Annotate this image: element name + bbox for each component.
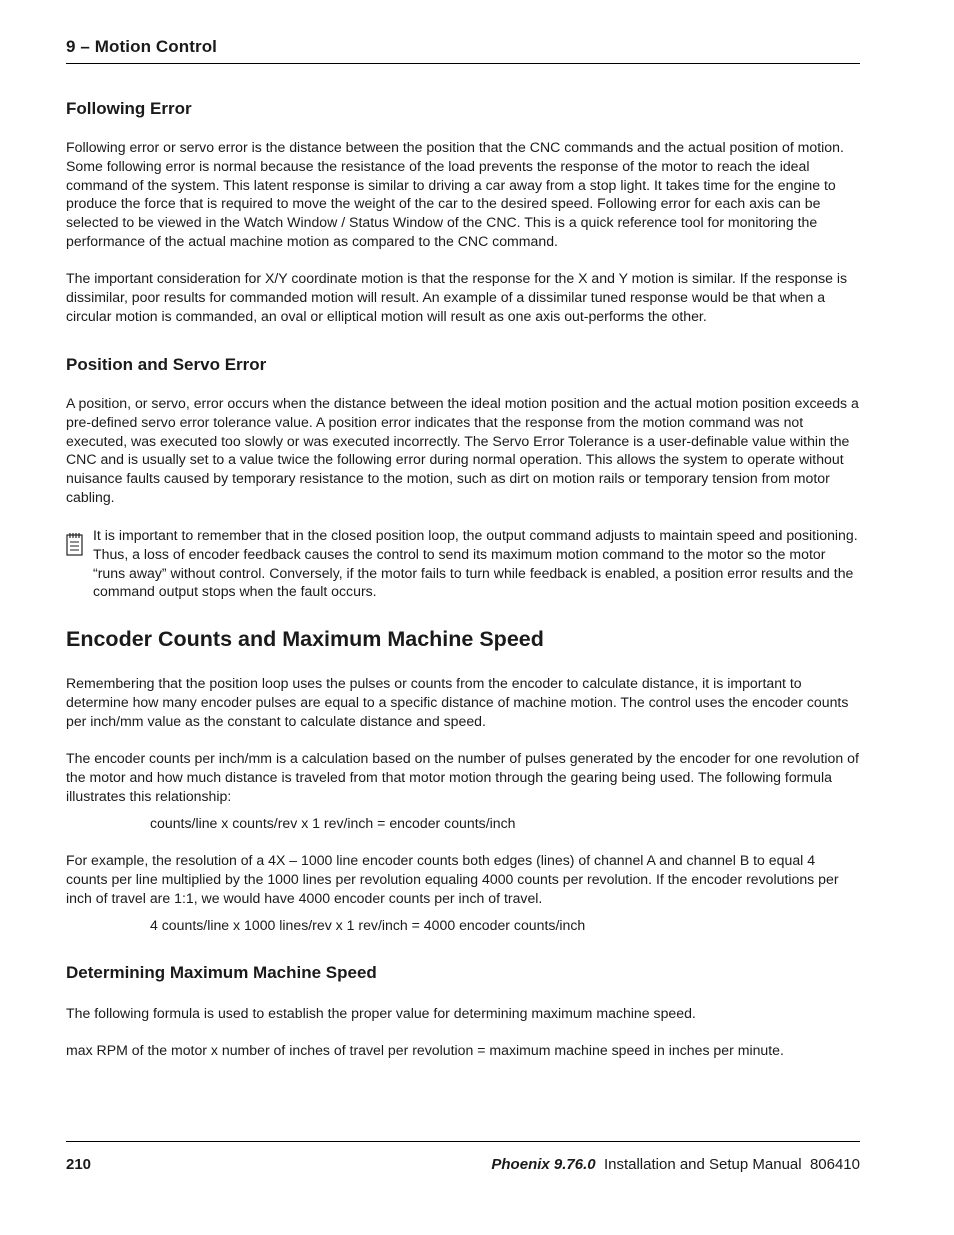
heading-encoder-counts: Encoder Counts and Maximum Machine Speed bbox=[66, 627, 544, 651]
formula-encoder-counts: counts/line x counts/rev x 1 rev/inch = encoder counts/inch bbox=[150, 815, 516, 831]
footer-product: Phoenix 9.76.0 bbox=[491, 1156, 596, 1173]
max-speed-paragraph-1: The following formula is used to establish the proper value for determining maximum machine speed. bbox=[66, 1005, 696, 1021]
position-servo-paragraph: A position, or servo, error occurs when the distance between the ideal motion position and the actual motion position exceeds a pre-defined servo error tolerance value. A position error indicates that the response from the motion command was not executed, was executed too slowly or was executed incorrectly. The Servo Error Tolerance is a user-definable value within the CNC and is usually set to a value twice the following error during normal operation. This allows the system to operate without nuisance faults caused by temporary resistance to the motion, such as dirt on motion rails or temporary tension from motor cabling. bbox=[66, 395, 859, 505]
heading-position-servo-error: Position and Servo Error bbox=[66, 355, 267, 374]
following-error-paragraph-1: Following error or servo error is the distance between the position that the CNC commands and the actual position of motion. Some following error is normal because the resistance of the load prevents the response of the motor to reach the ideal command of the system. This latent response is similar to driving a car away from a stop light. It takes time for the engine to produce the force that is required to move the weight of the car to the desired speed. Following error for each axis can be selected to be viewed in the Watch Window / Status Window of the CNC. This is a quick reference tool for monitoring the performance of the actual machine motion as compared to the CNC command. bbox=[66, 139, 844, 249]
encoder-counts-paragraph-1: Remembering that the position loop uses the pulses or counts from the encoder to calculate distance, it is important to determine how many encoder pulses are equal to a specific distance of machine motion. The control uses the encoder counts per inch/mm value as the constant to calculate distance and speed. bbox=[66, 675, 849, 729]
max-speed-paragraph-2: max RPM of the motor x number of inches of travel per revolution = maximum machine speed in inches per minute. bbox=[66, 1042, 784, 1058]
note-text: It is important to remember that in the closed position loop, the output command adjusts to maintain speed and positioning. Thus, a loss of encoder feedback causes the control to send its maximum motion command to the motor so the motor “runs away” without control. Conversely, if the motor fails to turn while feedback is enabled, a position error results and the command output stops when the fault occurs. bbox=[93, 527, 858, 600]
note-icon bbox=[66, 530, 88, 558]
heading-max-speed: Determining Maximum Machine Speed bbox=[66, 963, 377, 982]
footer-part-number: 806410 bbox=[809, 1156, 860, 1173]
heading-following-error: Following Error bbox=[66, 99, 192, 118]
footer-rule bbox=[66, 1141, 860, 1142]
chapter-header: 9 – Motion Control bbox=[66, 37, 218, 56]
footer-manual-title: Installation and Setup Manual bbox=[603, 1156, 802, 1173]
header-rule bbox=[66, 63, 860, 64]
encoder-counts-paragraph-2: The encoder counts per inch/mm is a calculation based on the number of pulses generated by the encoder for one revolution of the motor and how much distance is traveled from that motor motion through the gearing being used. The following formula illustrates this relationship: bbox=[66, 750, 859, 804]
footer-manual-info bbox=[491, 1156, 860, 1173]
page-number: 210 bbox=[66, 1156, 92, 1173]
following-error-paragraph-2: The important consideration for X/Y coordinate motion is that the response for the X and Y motion is similar. If the response is dissimilar, poor results for commanded motion will result. An example of a dissimilar tuned response would be that when a circular motion is commanded, an oval or elliptical motion will result as one axis out-performs the other. bbox=[66, 270, 848, 324]
formula-example: 4 counts/line x 1000 lines/rev x 1 rev/inch = 4000 encoder counts/inch bbox=[150, 917, 586, 933]
encoder-counts-paragraph-3: For example, the resolution of a 4X – 1000 line encoder counts both edges (lines) of channel A and channel B to equal 4 counts per line multiplied by the 1000 lines per revolution equaling 4000 counts per revolution. If the encoder revolutions per inch of travel are 1:1, we would have 4000 encoder counts per inch of travel. bbox=[66, 852, 839, 906]
